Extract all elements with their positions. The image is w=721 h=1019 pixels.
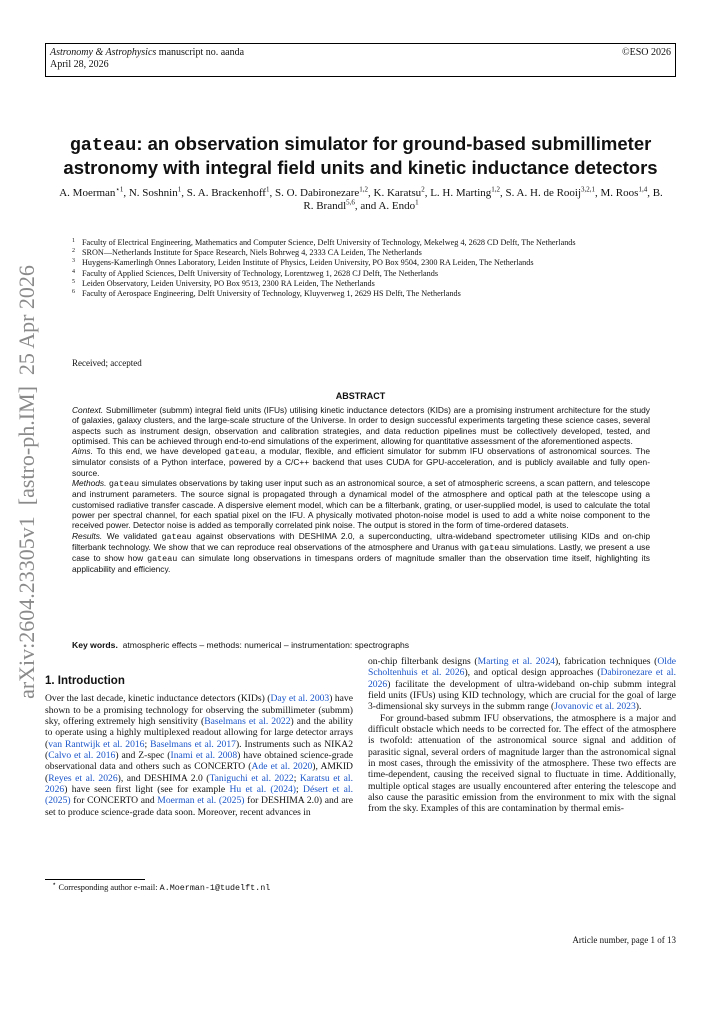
- author-name: K. Karatsu: [373, 187, 422, 199]
- affiliation-text: Faculty of Applied Sciences, Delft University of Technology, Lorentzweg 1, 2628 CJ Delft, The Netherlands: [82, 268, 439, 278]
- affiliation-item: [72, 258, 657, 268]
- intro-paragraph-1: Over the last decade, kinetic inductance detectors (KIDs) (Day et al. 2003) have shown to be a promising technology for observing the submillimeter (submm) sky, offering extremely high sensitivity (Baselmans et al. 2022) and the ability to operate using a highly multiplexed readout allowing for large detector arrays (van Rantwijk et al. 2016; Baselmans et al. 2017). Instruments such as NIKA2 (Calvo et al. 2016) and Z-spec (Inami et al. 2008) have obtained science-grade observational data and others such as CONCERTO (Ade et al. 2020), AMKID (Reyes et al. 2026), and DESHIMA 2.0 (Taniguchi et al. 2022; Karatsu et al. 2026) have seen first light (see for example Hu et al. (2024); Désert et al. (2025) for CONCERTO and Moerman et al. (2025) for DESHIMA 2.0) and are set to produce science-grade data soon. Moreover, recent advances in: [45, 693, 354, 818]
- author-affiliation-sup: 1,2: [359, 185, 369, 194]
- arxiv-identifier-text: arXiv:2604.23305v1 [astro-ph.IM] 25 Apr 2026: [14, 265, 39, 699]
- affiliation-item: [72, 248, 657, 258]
- citation-link[interactable]: Inami et al. 2008: [170, 750, 238, 762]
- citation-link[interactable]: Moerman et al. (2025): [157, 795, 245, 807]
- affiliation-list: [72, 238, 657, 299]
- author-name: A. Moerman: [59, 187, 116, 199]
- results-label: Results.: [72, 530, 103, 541]
- affiliation-number: 2: [72, 248, 75, 255]
- author-affiliation-sup: 1: [265, 185, 270, 194]
- author-affiliation-sup: 1: [177, 185, 182, 194]
- author-list: A. Moerman$^{⋆1}$, N. Soshnin$^1$, S. A. Brackenhoff$^1$, S. O. Dabironezare$^{1,2}$, K. Karatsu$^2$, L. H. Marting$^{1,2}$, S. A. H. de Rooij$^{3,2,1}$, M. Roos$^{1,4}$, B. R. Brandl$^{5,6}$, and A. Endo$^1$: [59, 185, 663, 212]
- results-text-pre: We validated: [102, 530, 162, 541]
- affiliation-number: 6: [72, 289, 75, 296]
- affiliation-number: 5: [72, 278, 75, 285]
- manuscript-number: manuscript no. aanda: [158, 47, 245, 58]
- citation-link[interactable]: Day et al. 2003: [270, 693, 330, 705]
- abstract-methods: [72, 478, 650, 530]
- author-name: N. Soshnin: [128, 187, 178, 199]
- keywords-text: atmospheric effects – methods: numerical – instrumentation: spectrographs: [117, 640, 410, 650]
- column-left: [45, 676, 353, 818]
- author-affiliation-sup: 2: [421, 185, 425, 194]
- journal-name: Astronomy & Astrophysics: [50, 47, 157, 58]
- footnote-mark: ⋆: [52, 880, 57, 889]
- author-name: S. A. Brackenhoff: [186, 187, 266, 199]
- affiliation-text: Faculty of Electrical Engineering, Mathematics and Computer Science, Delft University of Technology, Mekelweg 4, 2628 CD Delft, The Netherlands: [82, 238, 576, 247]
- footnote-rule: [45, 879, 145, 880]
- author-name: S. O. Dabironezare: [274, 187, 360, 199]
- citation-link[interactable]: Taniguchi et al. 2022: [209, 772, 294, 784]
- author-affiliation-sup: ⋆1: [115, 185, 124, 194]
- citation-link[interactable]: Désert et al. (2025): [45, 784, 353, 807]
- author-name: L. H. Marting: [430, 187, 492, 199]
- citation-link[interactable]: van Rantwijk et al. 2016: [48, 738, 145, 750]
- title-line1: : an observation simulator for ground-based submillimeter: [136, 133, 652, 154]
- citation-link[interactable]: Calvo et al. 2016: [48, 750, 116, 762]
- arxiv-identifier-stamp: [8, 262, 42, 702]
- title-line2: astronomy with integral field units and kinetic inductance detectors: [63, 157, 658, 178]
- methods-text: simulates observations by taking user input such as an astronomical source, a set of atmospheric screens, a scan pattern, and telescope and instrument parameters. The source signal is propagated through a dynamical model of the atmosphere and optical path at the telescope using a customised radiative transfer cascade. A dispersive element model, which can be a filterbank, grating, or user-supplied model, is used to calculate the total power per spectral channel, for each spatial pixel on the IFU. A physically motivated photon-noise model is used to add a white noise component to the received power. Detector noise is added as temporally correlated pink noise. The output is stored in the form of time-ordered datasets.: [72, 478, 650, 531]
- citation-link[interactable]: Hu et al. (2024): [229, 784, 297, 796]
- context-label: Context.: [72, 405, 104, 415]
- keywords-label: Key words.: [72, 640, 118, 650]
- manuscript-header: [45, 43, 676, 77]
- affiliation-text: SRON—Netherlands Institute for Space Research, Niels Bohrweg 4, 2333 CA Leiden, The Netherlands: [82, 248, 422, 258]
- citation-link[interactable]: Baselmans et al. 2022: [204, 716, 291, 728]
- aims-code-name: gateau: [224, 447, 255, 458]
- abstract-body: [72, 405, 650, 575]
- affiliation-number: 1: [72, 238, 75, 244]
- author-affiliation-sup: 3,2,1: [581, 185, 596, 194]
- author-affiliation-sup: 1,2: [491, 185, 501, 194]
- section-heading-introduction: 1. Introduction: [45, 675, 125, 687]
- footnote-corresponding-author: [52, 880, 271, 893]
- affiliation-number: 3: [72, 258, 75, 265]
- abstract-context: [72, 405, 650, 446]
- author-name: A. Endo: [378, 200, 416, 212]
- citation-link[interactable]: Jovanovic et al. 2023: [554, 701, 636, 713]
- results-text-post: can simulate long observations in timespans orders of magnitude smaller than the observation time itself, highlighting its applicability and efficiency.: [72, 553, 650, 575]
- footnote-email-link[interactable]: A.Moerman-1@tudelft.nl: [159, 883, 271, 893]
- citation-link[interactable]: Marting et al. 2024: [477, 656, 555, 667]
- author-name: B. R. Brandl: [303, 187, 663, 212]
- author-affiliation-sup: 1: [415, 198, 419, 207]
- author-affiliation-sup: 1,4: [638, 185, 648, 194]
- footnote-text: Corresponding author e-mail:: [56, 883, 160, 892]
- author-name: S. A. H. de Rooij: [505, 187, 582, 199]
- results-code-name-3: gateau: [147, 554, 178, 565]
- affiliation-number: 4: [72, 268, 75, 275]
- aims-text-pre: To this end, we have developed: [92, 446, 225, 457]
- aims-label: Aims.: [72, 446, 93, 457]
- intro-paragraph-2: For ground-based submm IFU observations, the atmosphere is a major and difficult obstacle which needs to be corrected for. The effect of the atmosphere is twofold: attenuation of the astronomical source signal and addition of parasitic signal, several orders of magnitude larger than the astronomical signal in most cases, through the emissivity of the atmosphere. These two effects are time-dependent, causing the received signal to fluctuate in time. Additionally, multiple optical stages are usually encountered after entering the telescope and also cause the parasitic emission from the environment to mix with the signal from the sky. Examples of this are contamination by thermal emis-: [368, 712, 676, 815]
- affiliation-item: [72, 289, 657, 299]
- context-text: Submillimeter (submm) integral field units (IFUs) utilising kinetic inductance detectors (KIDs) are a promising instrument architecture for the study of galaxies, galaxy clusters, and the large-scale structure of the Universe. In order to design successful experiments targeting these science cases, several aspects such as instrument design, observation and calibration strategies, and data reduction pipelines must be collectively developed, tested, and optimised. This can be achieved through end-to-end simulations of the experiment, allowing for quantitative assessment of the aforementioned aspects.: [72, 405, 650, 446]
- affiliation-text: Huygens-Kamerlingh Onnes Laboratory, Leiden Institute of Physics, Leiden University, PO Box 9504, 2300 RA Leiden, The Netherlands: [82, 258, 534, 268]
- results-code-name-2: gateau: [479, 542, 510, 553]
- column-right: [368, 656, 676, 815]
- results-text-mid: against observations with DESHIMA 2.0, a superconducting, ultra-wideband spectrometer utilising KIDs and on-chip filterbank technology. We show that we can reproduce real observations of the atmosphere and Uranus with: [72, 530, 650, 552]
- results-text-mid2: simulations. Lastly, we present a use case to show how: [72, 541, 650, 564]
- received-line: Received; accepted: [72, 358, 142, 368]
- citation-link[interactable]: Ade et al. 2020: [251, 761, 313, 773]
- paper-title: [45, 133, 676, 179]
- author-affiliation-sup: 5,6: [346, 198, 355, 207]
- affiliation-text: Faculty of Aerospace Engineering, Delft University of Technology, Kluyverweg 1, 2629 HS Delft, The Netherlands: [82, 289, 461, 299]
- title-code-name: gateau: [69, 135, 137, 156]
- citation-link[interactable]: Baselmans et al. 2017: [150, 738, 236, 750]
- header-left: [50, 47, 244, 71]
- abstract-results: [72, 531, 650, 575]
- affiliation-item: [72, 269, 657, 279]
- keywords: [72, 640, 650, 650]
- abstract-heading: ABSTRACT: [335, 391, 386, 401]
- affiliation-item: [72, 238, 657, 248]
- citation-link[interactable]: Dabironezare et al. 2026: [368, 667, 676, 690]
- author-name: M. Roos: [600, 187, 639, 199]
- manuscript-date: April 28, 2026: [50, 59, 109, 70]
- methods-label: Methods.: [72, 478, 107, 489]
- intro-paragraph-1-continued: on-chip filterbank designs (Marting et al. 2024), fabrication techniques (Olde Scholtenhuis et al. 2026), and optical design approaches (Dabironezare et al. 2026) facilitate the development of ultra-wideband on-chip submm integral field units (IFUs) using KID technology, which are crucial for the goal of large 3-dimensional sky surveys in the submm range (Jovanovic et al. 2023).: [368, 656, 676, 713]
- copyright-notice: ©ESO 2026: [622, 47, 671, 58]
- affiliation-text: Leiden Observatory, Leiden University, PO Box 9513, 2300 RA Leiden, The Netherlands: [82, 278, 375, 288]
- aims-text-post: , a modular, flexible, and efficient simulator for submm IFU observations of astronomical sources. The simulator consists of a Python interface, powered by a C/C++ backend that uses CUDA for GPU-acceleration, and is publicly available and fully open-source.: [72, 446, 650, 478]
- citation-link[interactable]: Olde Scholtenhuis et al. 2026: [368, 656, 676, 679]
- citation-link[interactable]: Reyes et al. 2026: [48, 772, 118, 784]
- affiliation-item: [72, 279, 657, 289]
- page-number: Article number, page 1 of 13: [572, 935, 676, 945]
- citation-link[interactable]: Karatsu et al. 2026: [45, 772, 353, 796]
- results-code-name-1: gateau: [161, 531, 192, 542]
- methods-code-name: gateau: [108, 479, 140, 490]
- abstract-aims: [72, 446, 650, 478]
